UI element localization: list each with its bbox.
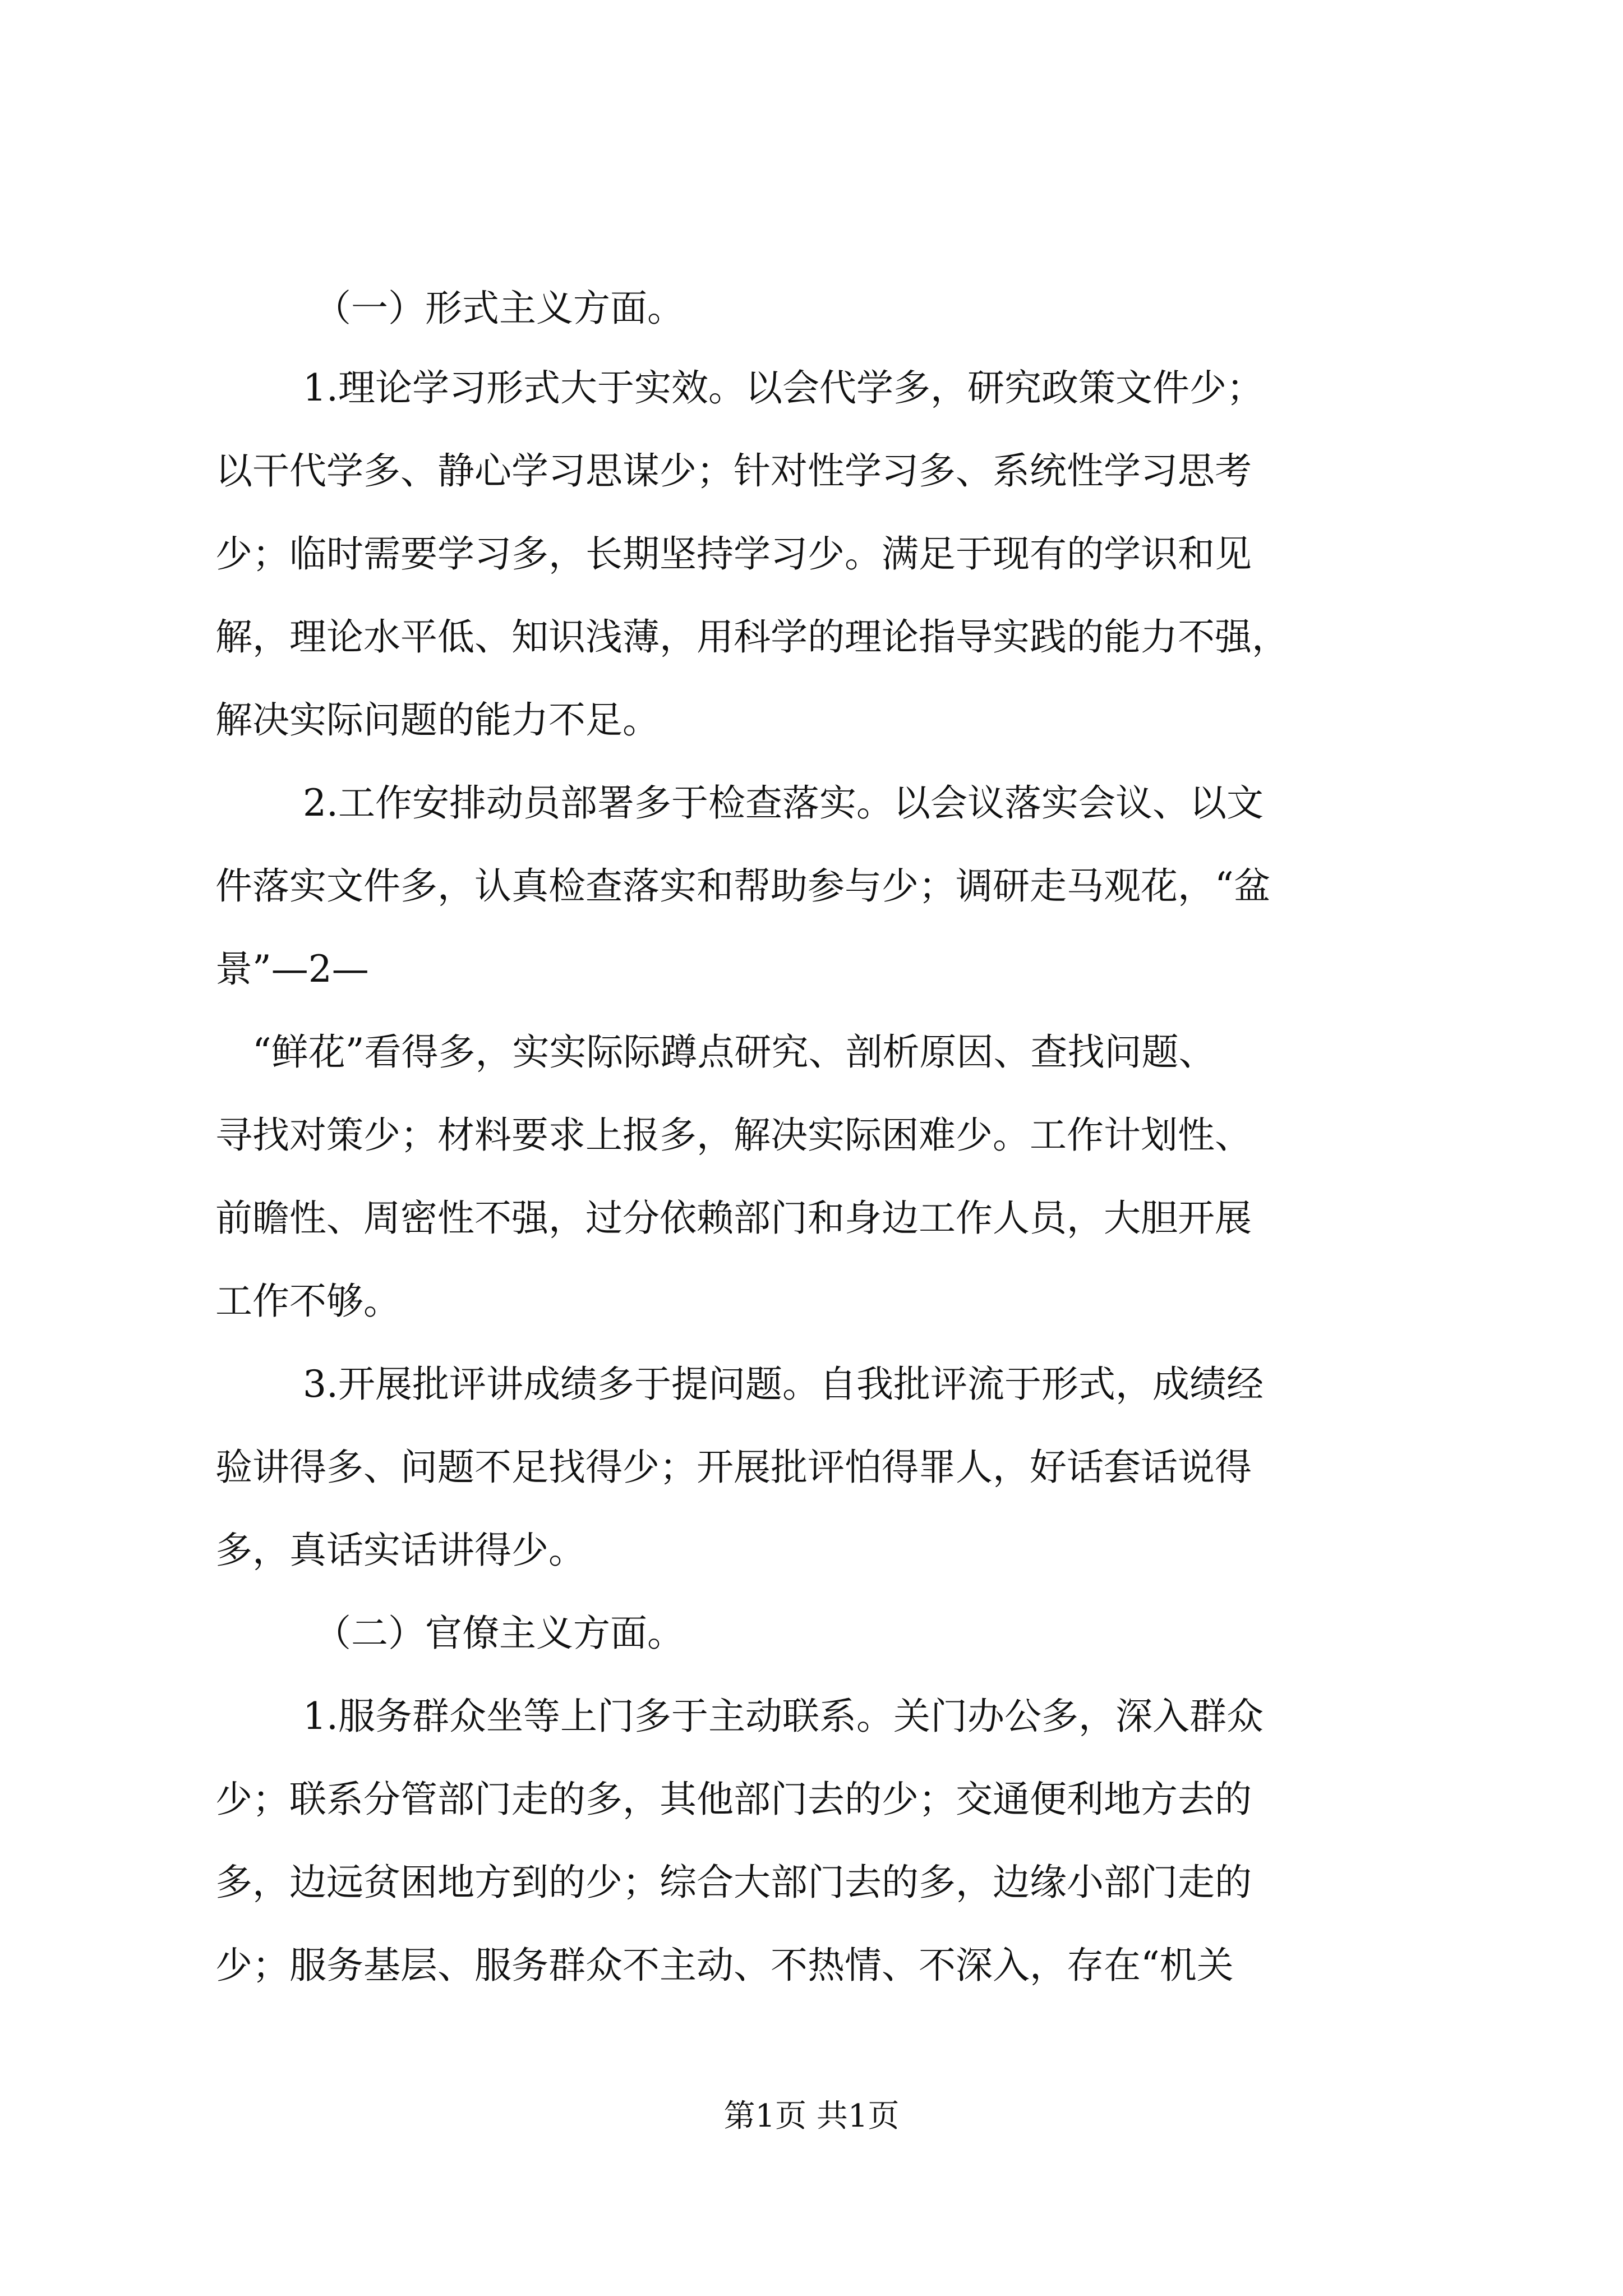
paragraph-line: 解决实际问题的能力不足。	[215, 698, 660, 742]
paragraph-line: 以干代学多、静心学习思谋少；针对性学习多、系统性学习思考	[215, 449, 1252, 493]
paragraph-line: 3.开展批评讲成绩多于提问题。自我批评流于形式，成绩经	[303, 1363, 1264, 1406]
paragraph-line: 2.工作安排动员部署多于检查落实。以会议落实会议、以文	[303, 781, 1264, 825]
paragraph-line: 寻找对策少；材料要求上报多，解决实际困难少。工作计划性、	[215, 1114, 1252, 1157]
paragraph-line: 解，理论水平低、知识浅薄，用科学的理论指导实践的能力不强，	[215, 615, 1289, 659]
paragraph-line: 1.理论学习形式大于实效。以会代学多，研究政策文件少；	[303, 366, 1264, 409]
paragraph-line: 工作不够。	[215, 1280, 400, 1323]
paragraph-line: “鲜花”看得多，实实际际蹲点研究、剖析原因、查找问题、	[252, 1030, 1216, 1074]
paragraph-line: 验讲得多、问题不足找得少；开展批评怕得罪人，好话套话说得	[215, 1446, 1252, 1489]
paragraph-line: 少；临时需要学习多，长期坚持学习少。满足于现有的学识和见	[215, 532, 1252, 576]
section-heading-1: （一）形式主义方面。	[314, 287, 684, 330]
paragraph-line: 1.服务群众坐等上门多于主动联系。关门办公多，深入群众	[303, 1695, 1264, 1738]
paragraph-line: 少；联系分管部门走的多，其他部门去的少；交通便利地方去的	[215, 1778, 1252, 1821]
paragraph-line: 多，真话实话讲得少。	[215, 1529, 585, 1572]
paragraph-line: 景”—2—	[215, 947, 369, 991]
page-footer: 第1页 共1页	[723, 2098, 900, 2134]
paragraph-line: 多，边远贫困地方到的少；综合大部门去的多，边缘小部门走的	[215, 1861, 1252, 1904]
paragraph-line: 少；服务基层、服务群众不主动、不热情、不深入，存在“机关	[215, 1944, 1234, 1987]
section-heading-2: （二）官僚主义方面。	[314, 1612, 684, 1655]
paragraph-line: 前瞻性、周密性不强，过分依赖部门和身边工作人员，大胆开展	[215, 1197, 1252, 1240]
paragraph-line: 件落实文件多，认真检查落实和帮助参与少；调研走马观花，“盆	[215, 864, 1271, 908]
